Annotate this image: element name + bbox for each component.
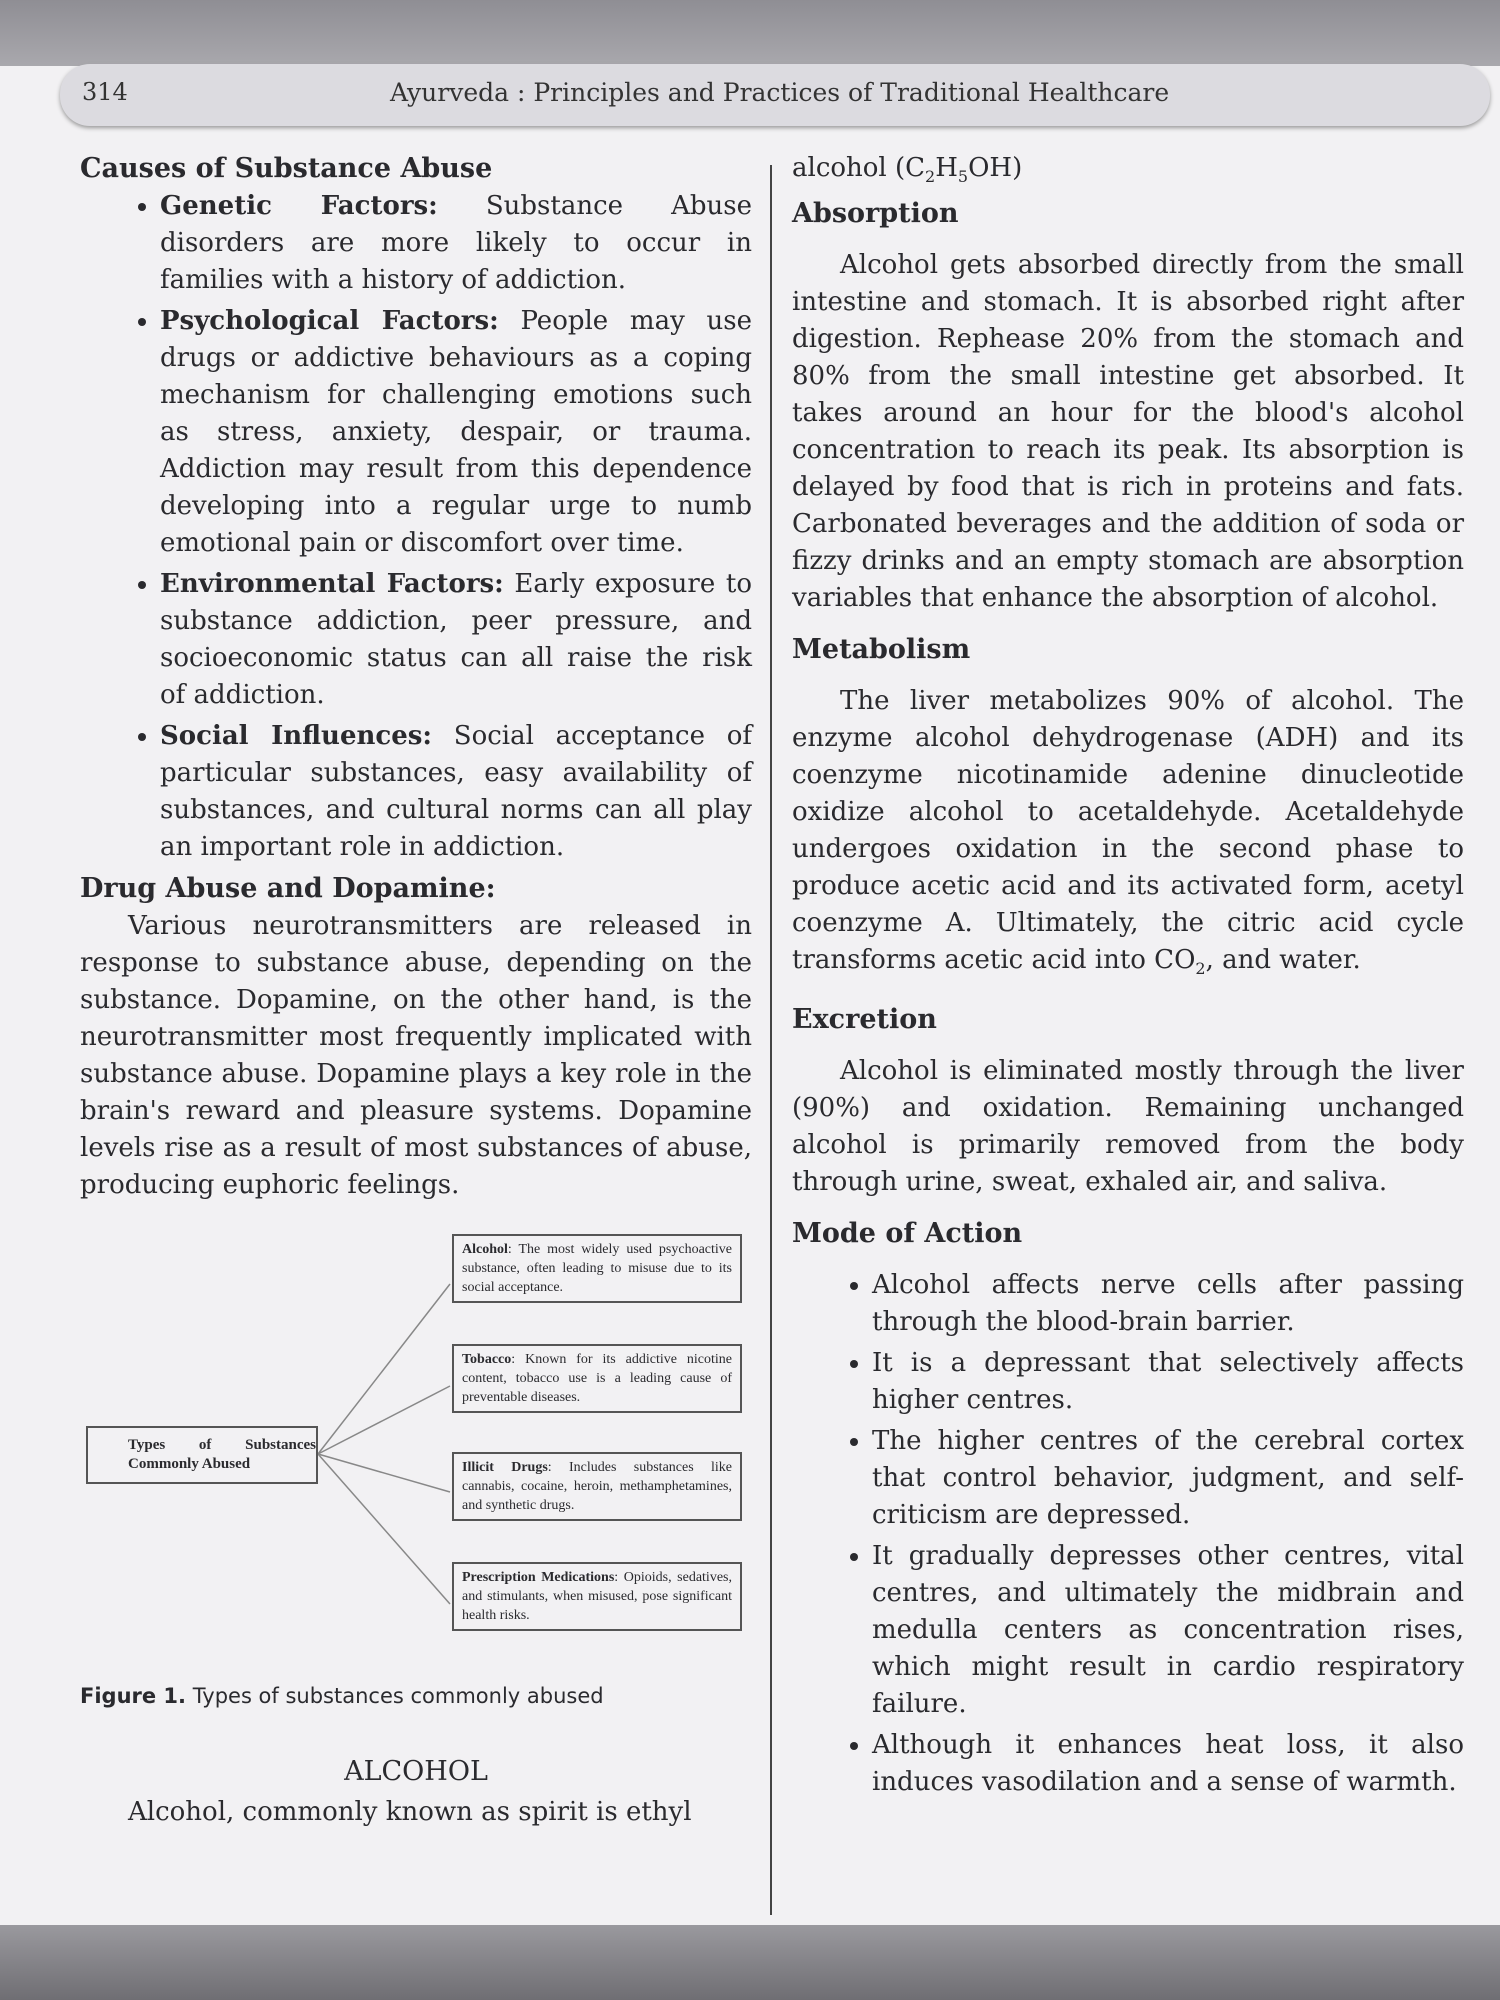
figure-diagram: [80, 1234, 752, 1674]
term: Genetic Factors:: [160, 191, 438, 221]
excretion-heading: Excretion: [792, 1004, 937, 1036]
node-tobacco: Tobacco: Known for its addictive nicotine content, tobacco use is a leading cause of preventable diseases.: [452, 1344, 742, 1413]
text: People may use drugs or addictive behaviours as a coping mechanism for challenging emotions such as stress, anxiety, despair, or trauma. Addiction may result from this dependence developing into a regular urge to numb emotional pain or discomfort over time.: [160, 306, 752, 558]
connector-tobacco: [318, 1386, 450, 1454]
text: Early exposure to substance addiction, peer pressure, and socioeconomic status can all raise the risk of addiction.: [160, 569, 752, 710]
mode-list: [792, 1267, 1464, 1801]
ethyl-formula: alcohol $(C_2H_5OH)$: [792, 153, 1023, 187]
list-item: [160, 566, 752, 714]
figure-caption: Figure 1. Types of substances commonly abused: [80, 1684, 604, 1708]
connector-illicit: [318, 1454, 450, 1492]
alcohol-heading: ALCOHOL: [344, 1756, 488, 1787]
node-illicit-drugs: Illicit Drugs: Includes substances like cannabis, cocaine, heroin, methamphetamines, and synthetic drugs.: [452, 1452, 742, 1521]
list-item: • Although it enhances heat loss, it also induces vasodilation and a sense of warmth.: [872, 1727, 1464, 1801]
connector-alcohol: [318, 1284, 450, 1454]
dopamine-paragraph: Various neurotransmitters are released in response to substance abuse, depending on the substance. Dopamine, on the other hand, is the neurotransmitter most frequently implicated with substance abuse. Dopamine plays a key role in the brain's reward and pleasure systems. Dopamine levels rise as a result of most substances of abuse, producing euphoric feelings.: [80, 911, 752, 1200]
absorption-paragraph: Alcohol gets absorbed directly from the small intestine and stomach. It is absorbed right after digestion. Rephease 20% from the stomach and 80% from the small intestine get absorbed. It takes around an hour for the blood's alcohol concentration to reach its peak. Its absorption is delayed by food that is rich in proteins and fats. Carbonated beverages and the addition of soda or fizzy drinks and an empty stomach are absorption variables that enhance the absorption of alcohol.: [792, 250, 1464, 614]
left-column: [80, 150, 752, 1831]
running-header: [60, 64, 1490, 126]
page-number: 314: [82, 78, 128, 106]
connector-prescription: [318, 1454, 450, 1604]
metabolism-paragraph: The liver metabolizes 90% of alcohol. The enzyme alcohol dehydrogenase (ADH) and its coenzyme nicotinamide adenine dinucleotide oxidize alcohol to acetaldehyde. Acetaldehyde undergoes oxidation in the second phase to produce acetic acid and its activated form, acetyl coenzyme A. Ultimately, the citric acid cycle transforms acetic acid into $CO_2$, and water.: [792, 686, 1464, 979]
excretion-paragraph: Alcohol is eliminated mostly through the liver (90%) and oxidation. Remaining unchanged alcohol is primarily removed from the body through urine, sweat, exhaled air, and saliva.: [792, 1056, 1464, 1198]
text: Social acceptance of particular substances, easy availability of substances, and cultural norms can all play an important role in addiction.: [160, 721, 752, 862]
mode-heading: Mode of Action: [792, 1218, 1023, 1250]
node-alcohol: Alcohol: The most widely used psychoactive substance, often leading to misuse due to its social acceptance.: [452, 1234, 742, 1303]
node-prescription: Prescription Medications: Opioids, sedatives, and stimulants, when misused, pose significant health risks.: [452, 1562, 742, 1631]
term: Social Influences:: [160, 721, 433, 751]
dopamine-heading: Drug Abuse and Dopamine:: [80, 873, 496, 904]
term: Environmental Factors:: [160, 569, 504, 599]
list-item: • Alcohol affects nerve cells after passing through the blood-brain barrier.: [872, 1267, 1464, 1341]
causes-heading: Causes of Substance Abuse: [80, 153, 493, 184]
metabolism-heading: Metabolism: [792, 634, 971, 666]
causes-list: [80, 188, 752, 866]
list-item: • It gradually depresses other centres, vital centres, and ultimately the midbrain and medulla centers as concentration rises, which might result in cardio respiratory failure.: [872, 1538, 1464, 1723]
book-title: Ayurveda : Principles and Practices of Traditional Healthcare: [390, 78, 1170, 107]
text: Substance Abuse disorders are more likely to occur in families with a history of addiction.: [160, 191, 753, 295]
list-item: [160, 718, 752, 866]
page-bottom-edge: [0, 1925, 1500, 2000]
page-top-edge: [0, 0, 1500, 66]
list-item: • The higher centres of the cerebral cortex that control behavior, judgment, and self-criticism are depressed.: [872, 1423, 1464, 1534]
alcohol-intro: Alcohol, commonly known as spirit is ethyl: [128, 1797, 692, 1827]
list-item: [160, 303, 752, 562]
list-item: • It is a depressant that selectively affects higher centres.: [872, 1345, 1464, 1419]
right-column: [792, 150, 1464, 1805]
list-item: [160, 188, 752, 299]
root-node: Types of Substances Commonly Abused: [86, 1426, 318, 1484]
absorption-heading: Absorption: [792, 198, 959, 230]
column-divider: [770, 165, 772, 1915]
term: Psychological Factors:: [160, 306, 499, 336]
